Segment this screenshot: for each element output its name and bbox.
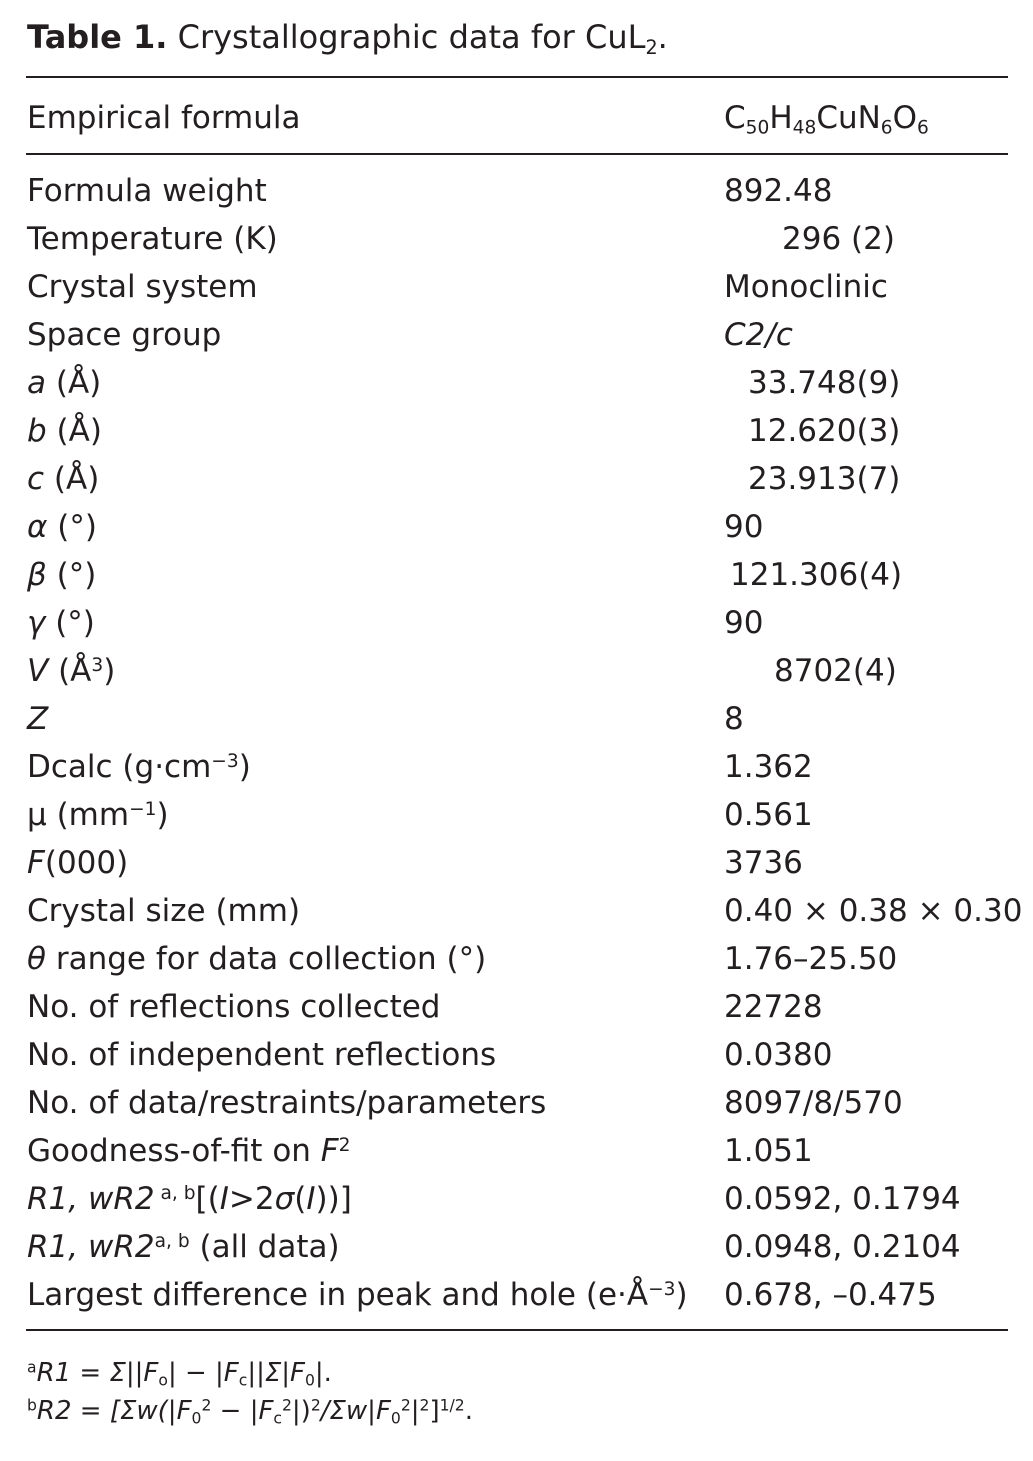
caption-text: Crystallographic data for CuL — [177, 18, 646, 56]
top-rule — [26, 76, 1008, 78]
table-row: No. of data/restraints/parameters 8097/8/570 — [27, 1085, 903, 1121]
footnote-b: $^bR2 = [\Sigma w(|F_0^2 - |F_c^2|)^2/\Sigma w|F_0^2|^2]^{1/2}$. — [27, 1396, 473, 1428]
table-row: Crystal system Monoclinic — [27, 269, 888, 305]
table-row: R1, wR2$^{a, b}$ (all data) 0.0948, 0.2104 — [27, 1229, 961, 1265]
footnote-a: $^aR1 = \Sigma||F_o| - |F_c||\Sigma|F_0|$. — [27, 1358, 332, 1390]
header-formula: $C_{50}H_{48}CuN_6O_6$ — [724, 100, 929, 139]
header-label: Empirical formula — [27, 100, 301, 136]
table-row: μ $(mm^{-1})$ 0.561 — [27, 797, 813, 833]
table-row: No. of reflections collected 22728 — [27, 989, 823, 1025]
table-row: F(000) 3736 — [27, 845, 803, 881]
table-header-row — [0, 98, 1033, 146]
table-row: Z 8 — [27, 701, 744, 737]
table-row: a (Å) 33.748(9) — [27, 365, 901, 401]
table-row: Goodness-of-fit on $F^2$ 1.051 — [27, 1133, 813, 1169]
table-row: c (Å) 23.913(7) — [27, 461, 901, 497]
table-row: Crystal size (mm) 0.40 × 0.38 × 0.30 — [27, 893, 1023, 929]
table-row: b (Å) 12.620(3) — [27, 413, 901, 449]
table-caption: Table 1. Crystallographic data for CuL$_2$. — [27, 18, 668, 59]
table-row: Largest difference in peak and hole $(e\cdot Å^{-3})$ 0.678, –0.475 — [27, 1277, 937, 1313]
table-row: Temperature (K) 296 (2) — [27, 221, 895, 257]
table-row: β (°) 121.306(4) — [27, 557, 903, 593]
table-row: V $(Å^3)$ 8702(4) — [27, 653, 897, 689]
header-rule — [26, 153, 1008, 155]
caption-label: Table 1. — [27, 18, 168, 56]
table-row: θ range for data collection (°) 1.76–25.50 — [27, 941, 898, 977]
table-row: Formula weight 892.48 — [27, 173, 833, 209]
table-row: Dcalc $(g\cdot cm^{-3})$ 1.362 — [27, 749, 813, 785]
table-row: Space group C2/c — [27, 317, 793, 353]
table-row: R1, wR2 $^{a, b}$[(I>2σ(I))] 0.0592, 0.1794 — [27, 1181, 961, 1217]
table-row: γ (°) 90 — [27, 605, 764, 641]
table-row: α (°) 90 — [27, 509, 764, 545]
bottom-rule — [26, 1329, 1008, 1331]
table-row: No. of independent reflections 0.0380 — [27, 1037, 833, 1073]
